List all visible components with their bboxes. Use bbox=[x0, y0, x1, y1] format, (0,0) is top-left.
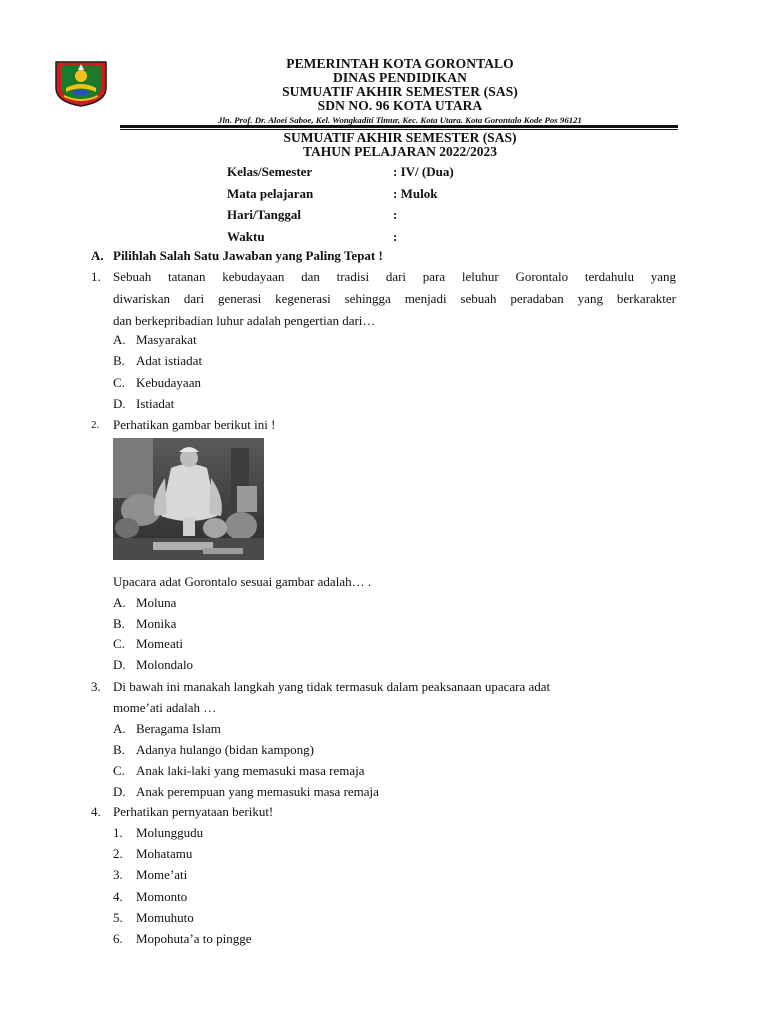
option-letter: C. bbox=[113, 763, 125, 778]
statement-text: Mome’ati bbox=[136, 867, 188, 882]
question-number: 2. bbox=[91, 419, 100, 431]
identity-value: : Mulok bbox=[393, 185, 438, 201]
question-number: 3. bbox=[91, 679, 101, 694]
question-text-line: Sebuah tatanan kebudayaan dan tradisi dari para leluhur Gorontalo terdahulu yang bbox=[113, 269, 676, 284]
identity-label: Kelas/Semester bbox=[227, 164, 313, 179]
statement-number: 2. bbox=[113, 846, 123, 861]
exam-title: SUMUATIF AKHIR SEMESTER (SAS) bbox=[282, 84, 518, 99]
identity-row bbox=[227, 164, 454, 186]
identity-label: Waktu bbox=[227, 228, 265, 244]
question-text-line: dan berkepribadian luhur adalah pengertian dari… bbox=[113, 313, 376, 328]
statement-number: 5. bbox=[113, 910, 123, 925]
statement-text: Mohatamu bbox=[136, 846, 193, 861]
option-text: Adanya hulango (bidan kampong) bbox=[136, 742, 314, 757]
question-number: 4. bbox=[91, 804, 101, 819]
department-title: DINAS PENDIDIKAN bbox=[333, 70, 467, 85]
question-text-line: Di bawah ini manakah langkah yang tidak termasuk dalam peaksanaan upacara adat bbox=[113, 679, 551, 694]
option-letter: C. bbox=[113, 636, 125, 651]
option-letter: D. bbox=[113, 784, 126, 799]
option-text: Momeati bbox=[136, 636, 183, 651]
option-letter: B. bbox=[113, 742, 125, 757]
statement-number: 6. bbox=[113, 931, 123, 946]
option-letter: B. bbox=[113, 616, 125, 631]
option-letter: D. bbox=[113, 396, 126, 411]
statement-text: Molunggudu bbox=[136, 825, 204, 840]
letterhead bbox=[120, 57, 680, 126]
question-text-line: diwariskan dari generasi kegenerasi sehingga menjadi sebuah peradaban yang berkarakter bbox=[113, 291, 676, 306]
school-address: Jln. Prof. Dr. Aloei Saboe, Kel. Wongkaditi Timur, Kec. Kota Utara. Kota Gorontalo Kode Pos 96121 bbox=[218, 115, 582, 125]
academic-year: TAHUN PELAJARAN 2022/2023 bbox=[302, 144, 497, 159]
ceremony-photo bbox=[113, 438, 264, 560]
option-letter: B. bbox=[113, 353, 125, 368]
question-text: Upacara adat Gorontalo sesuai gambar adalah… . bbox=[113, 574, 372, 589]
exam-name: SUMUATIF AKHIR SEMESTER (SAS) bbox=[283, 130, 517, 145]
government-title: PEMERINTAH KOTA GORONTALO bbox=[286, 56, 514, 71]
option-text: Beragama Islam bbox=[136, 721, 221, 736]
option-text: Adat istiadat bbox=[136, 353, 203, 368]
option-letter: D. bbox=[113, 657, 126, 672]
identity-row bbox=[227, 186, 454, 208]
option-text: Moluna bbox=[136, 595, 177, 610]
option-text: Masyarakat bbox=[136, 332, 197, 347]
school-name: SDN NO. 96 KOTA UTARA bbox=[317, 98, 483, 113]
question-text: Perhatikan gambar berikut ini ! bbox=[113, 417, 276, 432]
identity-value: : bbox=[393, 207, 398, 222]
exam-subheader bbox=[120, 131, 680, 159]
identity-label: Hari/Tanggal bbox=[227, 207, 301, 222]
identity-label: Mata pelajaran bbox=[227, 185, 314, 201]
option-letter: A. bbox=[113, 721, 126, 736]
exam-identity bbox=[227, 164, 454, 250]
option-text: Istiadat bbox=[136, 396, 175, 411]
statement-text: Momonto bbox=[136, 889, 188, 904]
option-text: Anak perempuan yang memasuki masa remaja bbox=[136, 784, 379, 799]
option-letter: A. bbox=[113, 332, 126, 347]
option-text: Anak laki-laki yang memasuki masa remaja bbox=[136, 763, 365, 778]
statement-number: 3. bbox=[113, 867, 123, 882]
gorontalo-city-emblem-icon bbox=[52, 58, 110, 108]
header-divider-thick bbox=[120, 125, 678, 128]
option-letter: C. bbox=[113, 375, 125, 390]
option-letter: A. bbox=[113, 595, 126, 610]
statement-number: 1. bbox=[113, 825, 123, 840]
section-letter: A. bbox=[91, 248, 104, 263]
statement-text: Momuhuto bbox=[136, 910, 194, 925]
question-text-line: mome’ati adalah … bbox=[113, 700, 217, 715]
statement-text: Mopohuta’a to pingge bbox=[136, 931, 252, 946]
option-text: Molondalo bbox=[136, 657, 194, 672]
section-instruction: Pilihlah Salah Satu Jawaban yang Paling Tepat ! bbox=[113, 248, 383, 263]
identity-row bbox=[227, 207, 454, 229]
question-text: Perhatikan pernyataan berikut! bbox=[113, 804, 274, 819]
identity-row bbox=[227, 229, 454, 251]
identity-value: : IV/ (Dua) bbox=[393, 164, 454, 179]
statement-number: 4. bbox=[113, 889, 123, 904]
question-number: 1. bbox=[91, 269, 101, 284]
identity-value: : bbox=[393, 228, 398, 244]
option-text: Kebudayaan bbox=[136, 375, 201, 390]
option-text: Monika bbox=[136, 616, 177, 631]
